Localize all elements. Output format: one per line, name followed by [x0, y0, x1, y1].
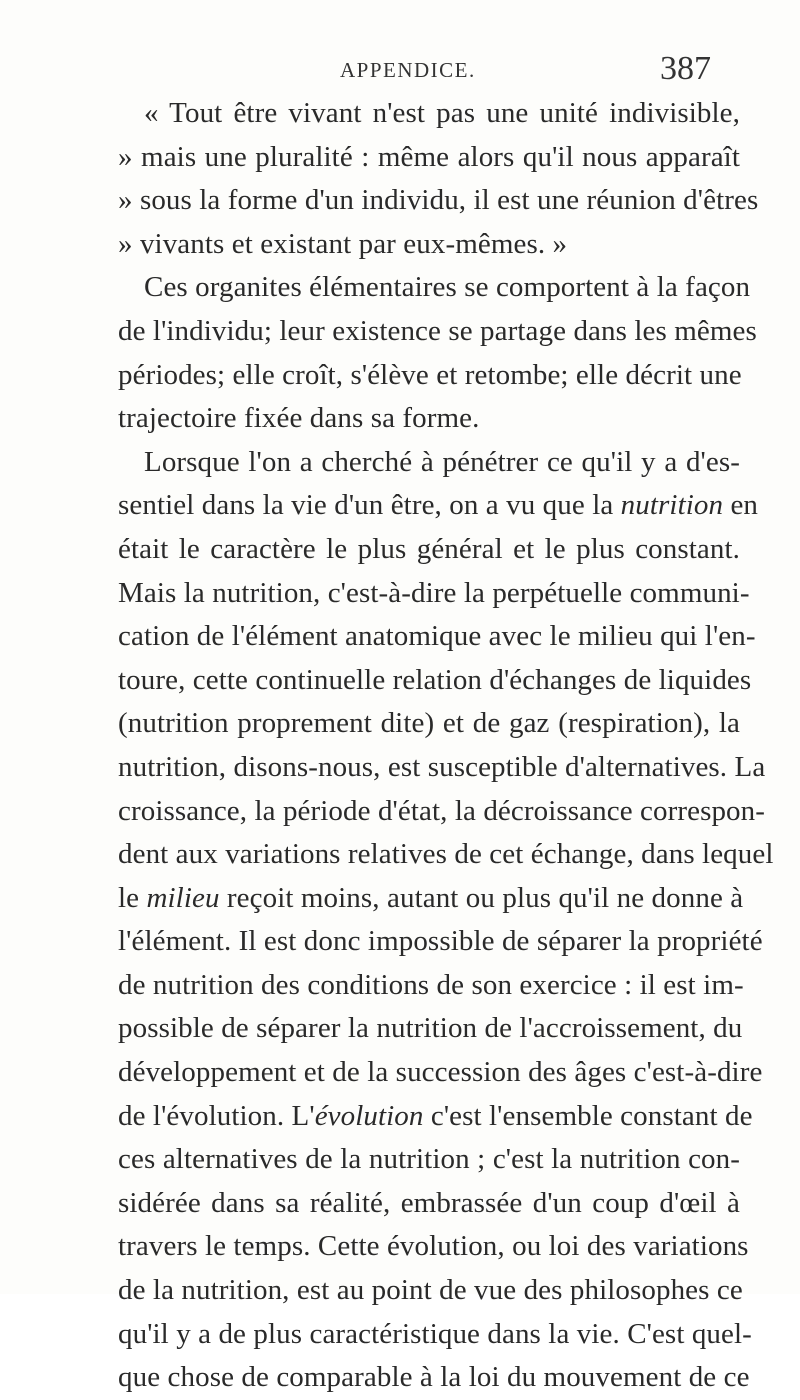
- text-line: Mais la nutrition, c'est-à-dire la perpétuelle communi-: [118, 576, 750, 609]
- running-head: APPENDICE.: [340, 58, 476, 82]
- text-line: travers le temps. Cette évolution, ou loi des variations: [118, 1230, 749, 1263]
- text-line: l'élément. Il est donc impossible de séparer la propriété: [118, 925, 763, 958]
- italic-term: nutrition: [620, 489, 724, 522]
- text-line: de l'individu; leur existence se partage dans les mêmes: [118, 314, 757, 347]
- text-line: était le caractère le plus général et le plus constant.: [118, 532, 740, 565]
- text-line: que chose de comparable à la loi du mouvement de ce: [118, 1361, 750, 1394]
- text-line: ces alternatives de la nutrition ; c'est la nutrition con-: [118, 1143, 740, 1176]
- body-text: [118, 92, 774, 1400]
- text-segment: de l'évolution. L': [118, 1099, 315, 1132]
- text-line: dent aux variations relatives de cet échange, dans lequel: [118, 838, 774, 871]
- text-line: qu'il y a de plus caractéristique dans la vie. C'est quel-: [118, 1317, 752, 1350]
- text-line: cation de l'élément anatomique avec le milieu qui l'en-: [118, 620, 756, 653]
- text-line: croissance, la période d'état, la décroissance correspon-: [118, 794, 766, 827]
- page-number: 387: [660, 50, 711, 87]
- text-segment: en: [723, 489, 759, 522]
- text-line: [118, 1095, 753, 1139]
- text-segment: sentiel dans la vie d'un être, on a vu que la: [118, 489, 621, 522]
- text-line: [118, 877, 744, 921]
- text-line: » vivants et existant par eux-mêmes. »: [118, 227, 568, 260]
- text-line: de la nutrition, est au point de vue des philosophes ce: [118, 1274, 743, 1307]
- text-line: sidérée dans sa réalité, embrassée d'un coup d'œil à: [118, 1186, 740, 1219]
- text-line: [118, 484, 759, 528]
- italic-term: évolution: [314, 1099, 424, 1132]
- text-line: de nutrition des conditions de son exercice : il est im-: [118, 968, 744, 1001]
- text-segment: c'est l'ensemble constant de: [423, 1099, 753, 1132]
- text-line: possible de séparer la nutrition de l'accroissement, du: [118, 1012, 743, 1045]
- italic-term: milieu: [146, 881, 220, 914]
- text-line: » sous la forme d'un individu, il est une réunion d'êtres: [118, 184, 759, 217]
- text-line: développement et de la succession des âges c'est-à-dire: [118, 1056, 763, 1089]
- text-line: « Tout être vivant n'est pas une unité indivisible,: [144, 97, 740, 129]
- text-line: nutrition, disons-nous, est susceptible d'alternatives. La: [118, 750, 766, 783]
- text-line: » mais une pluralité : même alors qu'il nous apparaît: [118, 140, 740, 173]
- text-segment: reçoit moins, autant ou plus qu'il ne donne à: [219, 881, 744, 914]
- text-line: trajectoire fixée dans sa forme.: [118, 402, 480, 435]
- text-line: Ces organites élémentaires se comportent à la façon: [144, 271, 751, 304]
- text-line: toure, cette continuelle relation d'échanges de liquides: [118, 663, 752, 696]
- text-line: périodes; elle croît, s'élève et retombe; elle décrit une: [118, 358, 742, 391]
- text-line: Lorsque l'on a cherché à pénétrer ce qu'il y a d'es-: [144, 445, 740, 478]
- text-segment: le: [118, 881, 147, 914]
- text-line: (nutrition proprement dite) et de gaz (respiration), la: [118, 707, 740, 740]
